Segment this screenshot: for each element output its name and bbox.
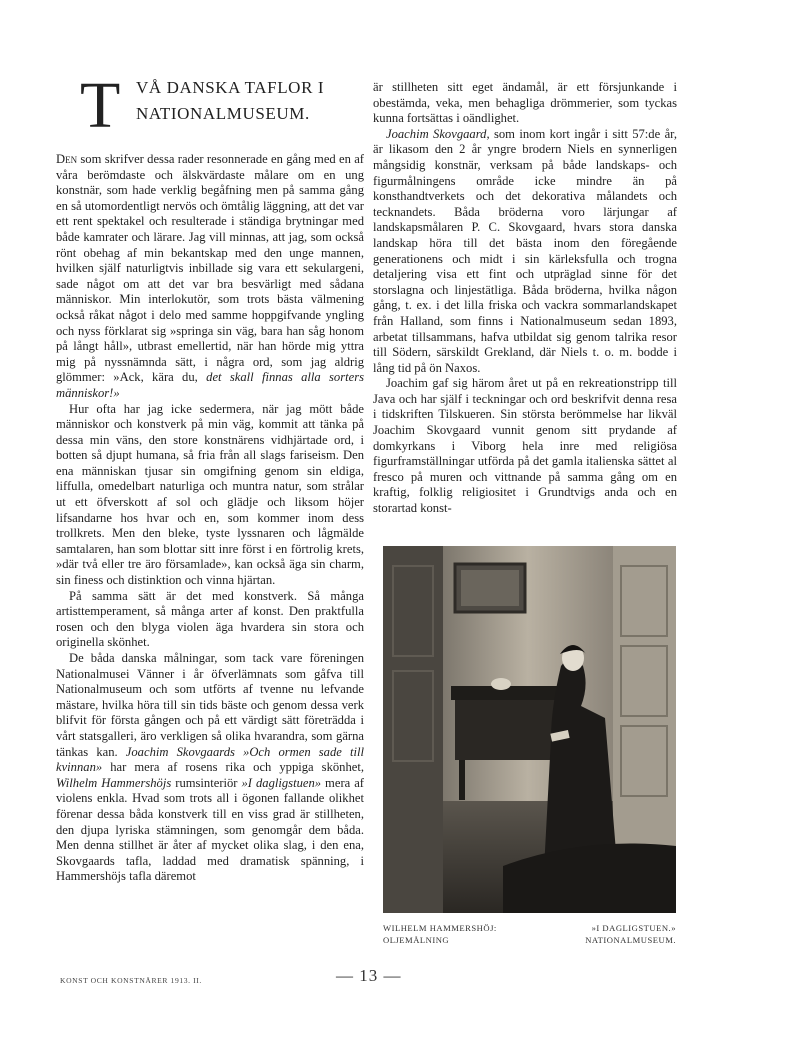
skovgaard-title: Joachim Skovgaards »Och ormen sade till kvinnan» — [56, 744, 364, 775]
hammershoj-name: Wilhelm Hammershöjs — [56, 775, 172, 790]
title-drop-cap: T — [80, 69, 121, 142]
paragraph-3: På samma sätt är det med konstverk. Så många artisttemperament, så många arter af konst. Den praktfulla rosen och den blyga violen äga hvardera sin stora och originella skönhet. — [56, 588, 364, 650]
caption-location: NATIONALMUSEUM. — [585, 935, 676, 945]
caption-medium: OLJEMÅLNING — [383, 935, 450, 945]
paragraph-4-text-a: De båda danska målningar, som tack vare föreningen Nationalmusei Vänner i år öfverlämnats som gåfva till Nationalmuseum och som utförts af tvenne nu lefvande mästare, hvilka höra till sin tids bäste och genom dessa verk blifvit för första gången och på ett värdigt sätt företrädda i vårt statsgalleri, äro verkligen så olika hvarandra, som gärna tänkas kan. — [56, 651, 364, 759]
caption-work: »I DAGLIGSTUEN.» — [591, 923, 676, 933]
caption-artist: WILHELM HAMMERSHÖJ: — [383, 923, 497, 933]
page-number: — 13 — — [336, 966, 402, 985]
joachim-name: Joachim Skovgaard, — [386, 126, 490, 141]
paragraph-6 — [373, 127, 677, 377]
caption-row-1 — [383, 922, 676, 934]
paragraph-6-text: som inom kort ingår i sitt 57:de år, är likasom den 2 år yngre brodern Niels en synnerligen mångsidig konstnär, verksam på både landskaps- och figurmålningens område icke mindre än på konsthandtverkets och det dekorativa målandets och tecknandets. Båda bröderna voro lärjungar af landskapsmålaren P. C. Skovgaard, hvars stora danska landskap höra till det bästa inom den föregående generationens och midt i sin kärleksfulla och trogna detaljering visa ett fint och utpräglad sinne för det storslagna och linjestätliga. Båda bröderna, hvilka någon gång, t. ex. i det lilla friska och vackra sommarlandskapet från Halland, som finns i Nationalmuseum sedan 1893, arbetat tillsammans, hafva utbildat sig genom talrika resor till Södern, särskildt Grekland, där Niels t. o. m. bodde i lång tid på ön Naxos. — [373, 126, 677, 375]
title-line-2: NATIONALMUSEUM. — [136, 104, 310, 123]
paragraph-1 — [56, 152, 364, 402]
caption-row-2 — [383, 934, 676, 946]
paragraph-7: Joachim gaf sig härom året ut på en rekreationstripp till Java och har själf i teckningar och ord beskrifvit denna resa i tidskriften Tilskueren. Sin största berömmelse har likväl Joachim Skovgaard vunnit genom sitt prydande af domkyrkans i Viborg hela inre med religiösa figurframställningar utförda på det gamla italienska sättet al fresco på muren och vittnande på samma gång om en kraftig, folklig religiositet i Grundtvigs anda och en storartad konst- — [373, 376, 677, 516]
interior-painting-illustration — [383, 546, 676, 913]
left-column — [56, 69, 365, 885]
paragraph-2: Hur ofta har jag icke sedermera, när jag mött både människor och konstverk på min väg, kommit att tänka på dessa min väns, den store konstnärens vidhjärtade ord, i botten så djupt humana, så fria från all slags fariseism. Den ena människan tjusar sin omgifning genom sin eldiga, liffulla, omedelbart naturliga och muntra natur, som strålar ut ett öfverskott af sol och glädje och liksom höjer lifsandarne hos hvar och en, som kommer inom dess trollkrets. Men den bleke, tyste lyssnaren och lågmälde samtalaren, han som blottar sitt inre först i en förtrolig krets, »där två eller tre äro församlade», kan också äga sin charm, sin finess och distinktion och vinna hjärtan. — [56, 401, 364, 588]
paragraph-1-quote: det skall finnas alla sorters människor!» — [56, 370, 365, 400]
piano-leg-left — [459, 760, 465, 800]
wall-picture-canvas — [461, 570, 519, 606]
title-line-1: VÅ DANSKA TAFLOR I — [136, 78, 325, 97]
painting-photo — [383, 546, 676, 913]
paragraph-1-text: som skrifver dessa rader resonnerade en gång med en af våra berömdaste och älskvärdaste målare om en ung konstnär, som hade verklig begåfning men på samma gång en så utomordentligt nervös och ömtålig läggning, att det var ett rent spektakel och resulterade i ständiga brytningar med både kamrater och lärare. Jag vill minnas, att jag, som också rönt obehag af min bekantskap med den unge mannen, hvilken själf naturligtvis inbillade sig vara ett sekulargeni, sade något om att det var bra besvärligt med sådana människor. Min interlokutör, som trots bästa välmening också råkat något i delo med samme hoppgifvande yngling och nyss förklarat sig »springa sin väg, bara han såg honom på långt håll», utbrast emellertid, när han hörde mig yttra mig på nyssnämnda sätt, i några ord, som jag aldrig glömmer: »Ack, kära du, — [56, 152, 364, 385]
paragraph-5: är stillheten sitt eget ändamål, är ett försjunkande i obestämda, veka, men behagliga drömmerier, som tyckas kunna fortsättas i oändlighet. — [373, 80, 677, 126]
photo-caption — [383, 922, 676, 946]
footer-journal: KONST OCH KONSTNÄRER 1913. II. — [60, 976, 202, 985]
piano-body — [455, 700, 565, 760]
paragraph-4-text-d: mera af violens enkla. Hvad som trots all i ögonen fallande olikhet förenar dessa båda konstverk till en viss grad är stillheten, den djupa lyriska stämningen, som genomgår dem båda. Men denna stillhet är åter af mycket olika slag, i den ena, Skovgaards tafla, laddad med dramatisk spänning, i Hammershöjs tafla däremot — [56, 775, 365, 884]
article-title — [56, 69, 364, 142]
bowl-on-piano — [491, 678, 511, 690]
lead-word: Den — [56, 152, 78, 166]
paragraph-4 — [56, 651, 364, 885]
hammershoj-title: »I dagligstuen» — [241, 775, 322, 790]
right-column — [373, 80, 677, 517]
piano-top — [451, 686, 571, 700]
paragraph-4-text-c: rumsinteriör — [171, 775, 242, 790]
paragraph-4-text-b: har mera af rosens rika och yppiga skönhet, — [102, 760, 364, 775]
